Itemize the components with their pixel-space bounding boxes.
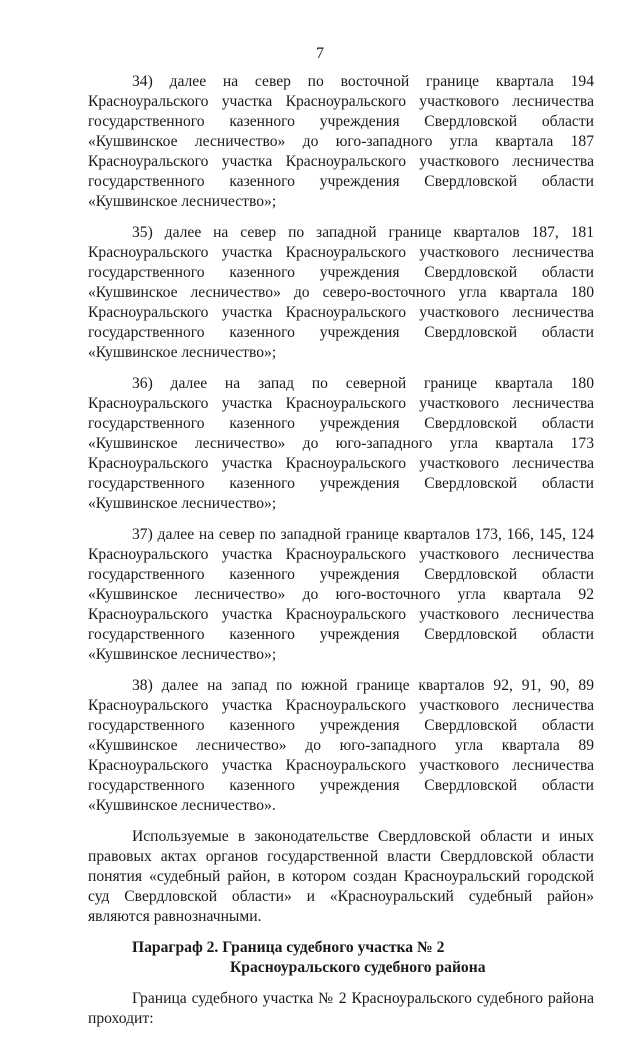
paragraph-terms: Используемые в законодательстве Свердловской области и иных правовых актах органов государственной власти Свердловской области понятия «судебный район, в котором создан Красноуральский городской суд Свердловской области» и «Красноуральский судебный район» являются равнозначными. — [88, 828, 594, 925]
section-heading — [88, 938, 594, 978]
section-heading-line-1: Параграф 2. Граница судебного участка № 2 — [132, 939, 445, 956]
paragraph-boundary-intro: Граница судебного участка № 2 Красноуральского судебного района проходит: — [88, 990, 594, 1027]
page-number: 7 — [316, 45, 324, 62]
paragraph-35: 35) далее на север по западной границе кварталов 187, 181 Красноуральского участка Красноуральского участкового лесничества государственного казенного учреждения Свердловской области «Кушвинское лесничество» до северо-восточного угла квартала 180 Красноуральского участка Красноуральского участкового лесничества государственного казенного учреждения Свердловской области «Кушвинское лесничество»; — [88, 224, 594, 361]
paragraph-36: 36) далее на запад по северной границе квартала 180 Красноуральского участка Красноуральского участкового лесничества государственного казенного учреждения Свердловской области «Кушвинское лесничество» до юго-западного угла квартала 173 Красноуральского участка Красноуральского участкового лесничества государственного казенного учреждения Свердловской области «Кушвинское лесничество»; — [88, 375, 594, 512]
paragraph-38: 38) далее на запад по южной границе кварталов 92, 91, 90, 89 Красноуральского участка Красноуральского участкового лесничества государственного казенного учреждения Свердловской области «Кушвинское лесничество» до юго-западного угла квартала 89 Красноуральского участка Красноуральского участкового лесничества государственного казенного учреждения Свердловской области «Кушвинское лесничество». — [88, 677, 594, 814]
paragraph-34: 34) далее на север по восточной границе квартала 194 Красноуральского участка Красноуральского участкового лесничества государственного казенного учреждения Свердловской области «Кушвинское лесничество» до юго-западного угла квартала 187 Красноуральского участка Красноуральского участкового лесничества государственного казенного учреждения Свердловской области «Кушвинское лесничество»; — [88, 73, 594, 210]
document-body — [88, 72, 594, 1040]
paragraph-37: 37) далее на север по западной границе кварталов 173, 166, 145, 124 Красноуральского участка Красноуральского участкового лесничества государственного казенного учреждения Свердловской области «Кушвинское лесничество» до юго-восточного угла квартала 92 Красноуральского участка Красноуральского участкового лесничества государственного казенного учреждения Свердловской области «Кушвинское лесничество»; — [88, 526, 594, 663]
section-heading-line-2: Красноуральского судебного района — [230, 959, 486, 976]
